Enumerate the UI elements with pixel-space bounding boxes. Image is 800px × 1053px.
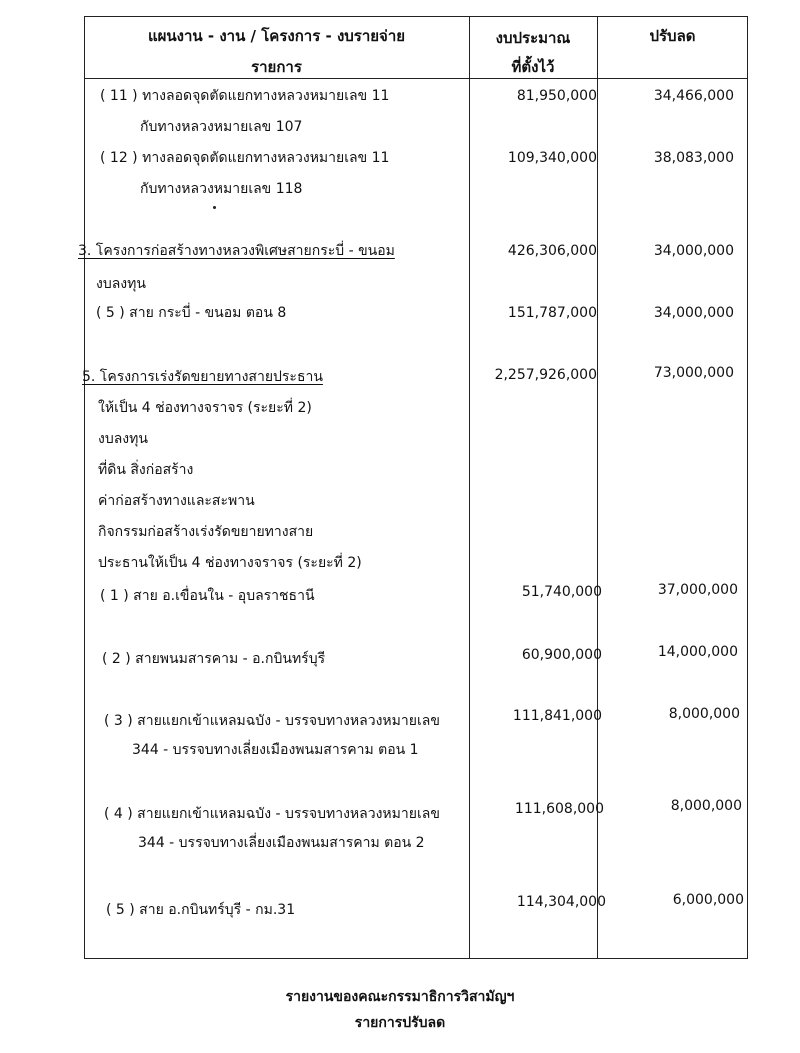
row-budget: 426,306,000: [507, 243, 597, 259]
row-budget: 109,340,000: [507, 150, 597, 166]
row-cut: 34,000,000: [653, 243, 734, 259]
stray-dot: [213, 206, 216, 209]
row-text: ให้เป็น 4 ช่องทางจราจร (ระยะที่ 2): [98, 400, 312, 416]
row-cut: 6,000,000: [672, 892, 744, 908]
row-budget: 114,304,000: [516, 894, 606, 910]
row-cut: 14,000,000: [657, 644, 738, 660]
row-text: ประธานให้เป็น 4 ช่องทางจราจร (ระยะที่ 2): [98, 555, 362, 571]
row-text: ( 3 ) สายแยกเข้าแหลมฉบัง - บรรจบทางหลวงหมายเลข: [104, 713, 440, 729]
row-budget: 60,900,000: [521, 647, 602, 663]
row-text: ( 12 ) ทางลอดจุดตัดแยกทางหลวงหมายเลข 11: [100, 150, 390, 166]
row-text: กิจกรรมก่อสร้างเร่งรัดขยายทางสาย: [98, 524, 314, 540]
row-text: งบลงทุน: [96, 276, 146, 292]
row-budget: 2,257,926,000: [494, 367, 597, 383]
row-text: 3. โครงการก่อสร้างทางหลวงพิเศษสายกระบี่ - ขนอม: [78, 243, 395, 259]
row-budget: 51,740,000: [521, 584, 602, 600]
row-budget: 111,841,000: [512, 708, 602, 724]
footer-subtitle: รายการปรับลด: [354, 1015, 446, 1031]
row-cut: 37,000,000: [657, 582, 738, 598]
row-text: ( 5 ) สาย อ.กบินทร์บุรี - กม.31: [106, 902, 296, 918]
row-cut: 34,466,000: [653, 88, 734, 104]
row-budget: 81,950,000: [516, 88, 597, 104]
header-cut: ปรับลด: [649, 27, 696, 45]
row-text: 344 - บรรจบทางเลี่ยงเมืองพนมสารคาม ตอน 2: [138, 835, 425, 851]
row-text: ( 4 ) สายแยกเข้าแหลมฉบัง - บรรจบทางหลวงหมายเลข: [104, 806, 440, 822]
row-text: ค่าก่อสร้างทางและสะพาน: [98, 493, 255, 509]
row-cut: 8,000,000: [668, 706, 740, 722]
row-text: ที่ดิน สิ่งก่อสร้าง: [98, 462, 194, 478]
header-budget-line1: งบประมาณ: [495, 29, 571, 47]
row-text: ( 1 ) สาย อ.เขื่อนใน - อุบลราชธานี: [100, 588, 315, 604]
footer-report-title: รายงานของคณะกรรมาธิการวิสามัญฯ: [285, 989, 515, 1005]
row-text: ( 11 ) ทางลอดจุดตัดแยกทางหลวงหมายเลข 11: [100, 88, 390, 104]
row-text: กับทางหลวงหมายเลข 107: [140, 119, 303, 135]
header-budget-line2: ที่ตั้งไว้: [511, 58, 555, 76]
row-budget: 151,787,000: [507, 305, 597, 321]
row-text: งบลงทุน: [98, 431, 148, 447]
header-item-subtitle: รายการ: [251, 58, 302, 76]
row-text: ( 5 ) สาย กระบี่ - ขนอม ตอน 8: [96, 305, 287, 321]
row-cut: 38,083,000: [653, 150, 734, 166]
row-cut: 34,000,000: [653, 305, 734, 321]
row-cut: 8,000,000: [670, 798, 742, 814]
header-budget: [469, 24, 597, 82]
row-budget: 111,608,000: [514, 801, 604, 817]
header-item-title: แผนงาน - งาน / โครงการ - งบรายจ่าย: [147, 27, 406, 45]
row-cut: 73,000,000: [653, 365, 734, 381]
row-text: 344 - บรรจบทางเลี่ยงเมืองพนมสารคาม ตอน 1: [132, 742, 419, 758]
row-text: ( 2 ) สายพนมสารคาม - อ.กบินทร์บุรี: [102, 651, 326, 667]
row-text: กับทางหลวงหมายเลข 118: [140, 181, 303, 197]
row-text: 5. โครงการเร่งรัดขยายทางสายประธาน: [82, 369, 323, 385]
column-divider-budget: [469, 16, 470, 959]
